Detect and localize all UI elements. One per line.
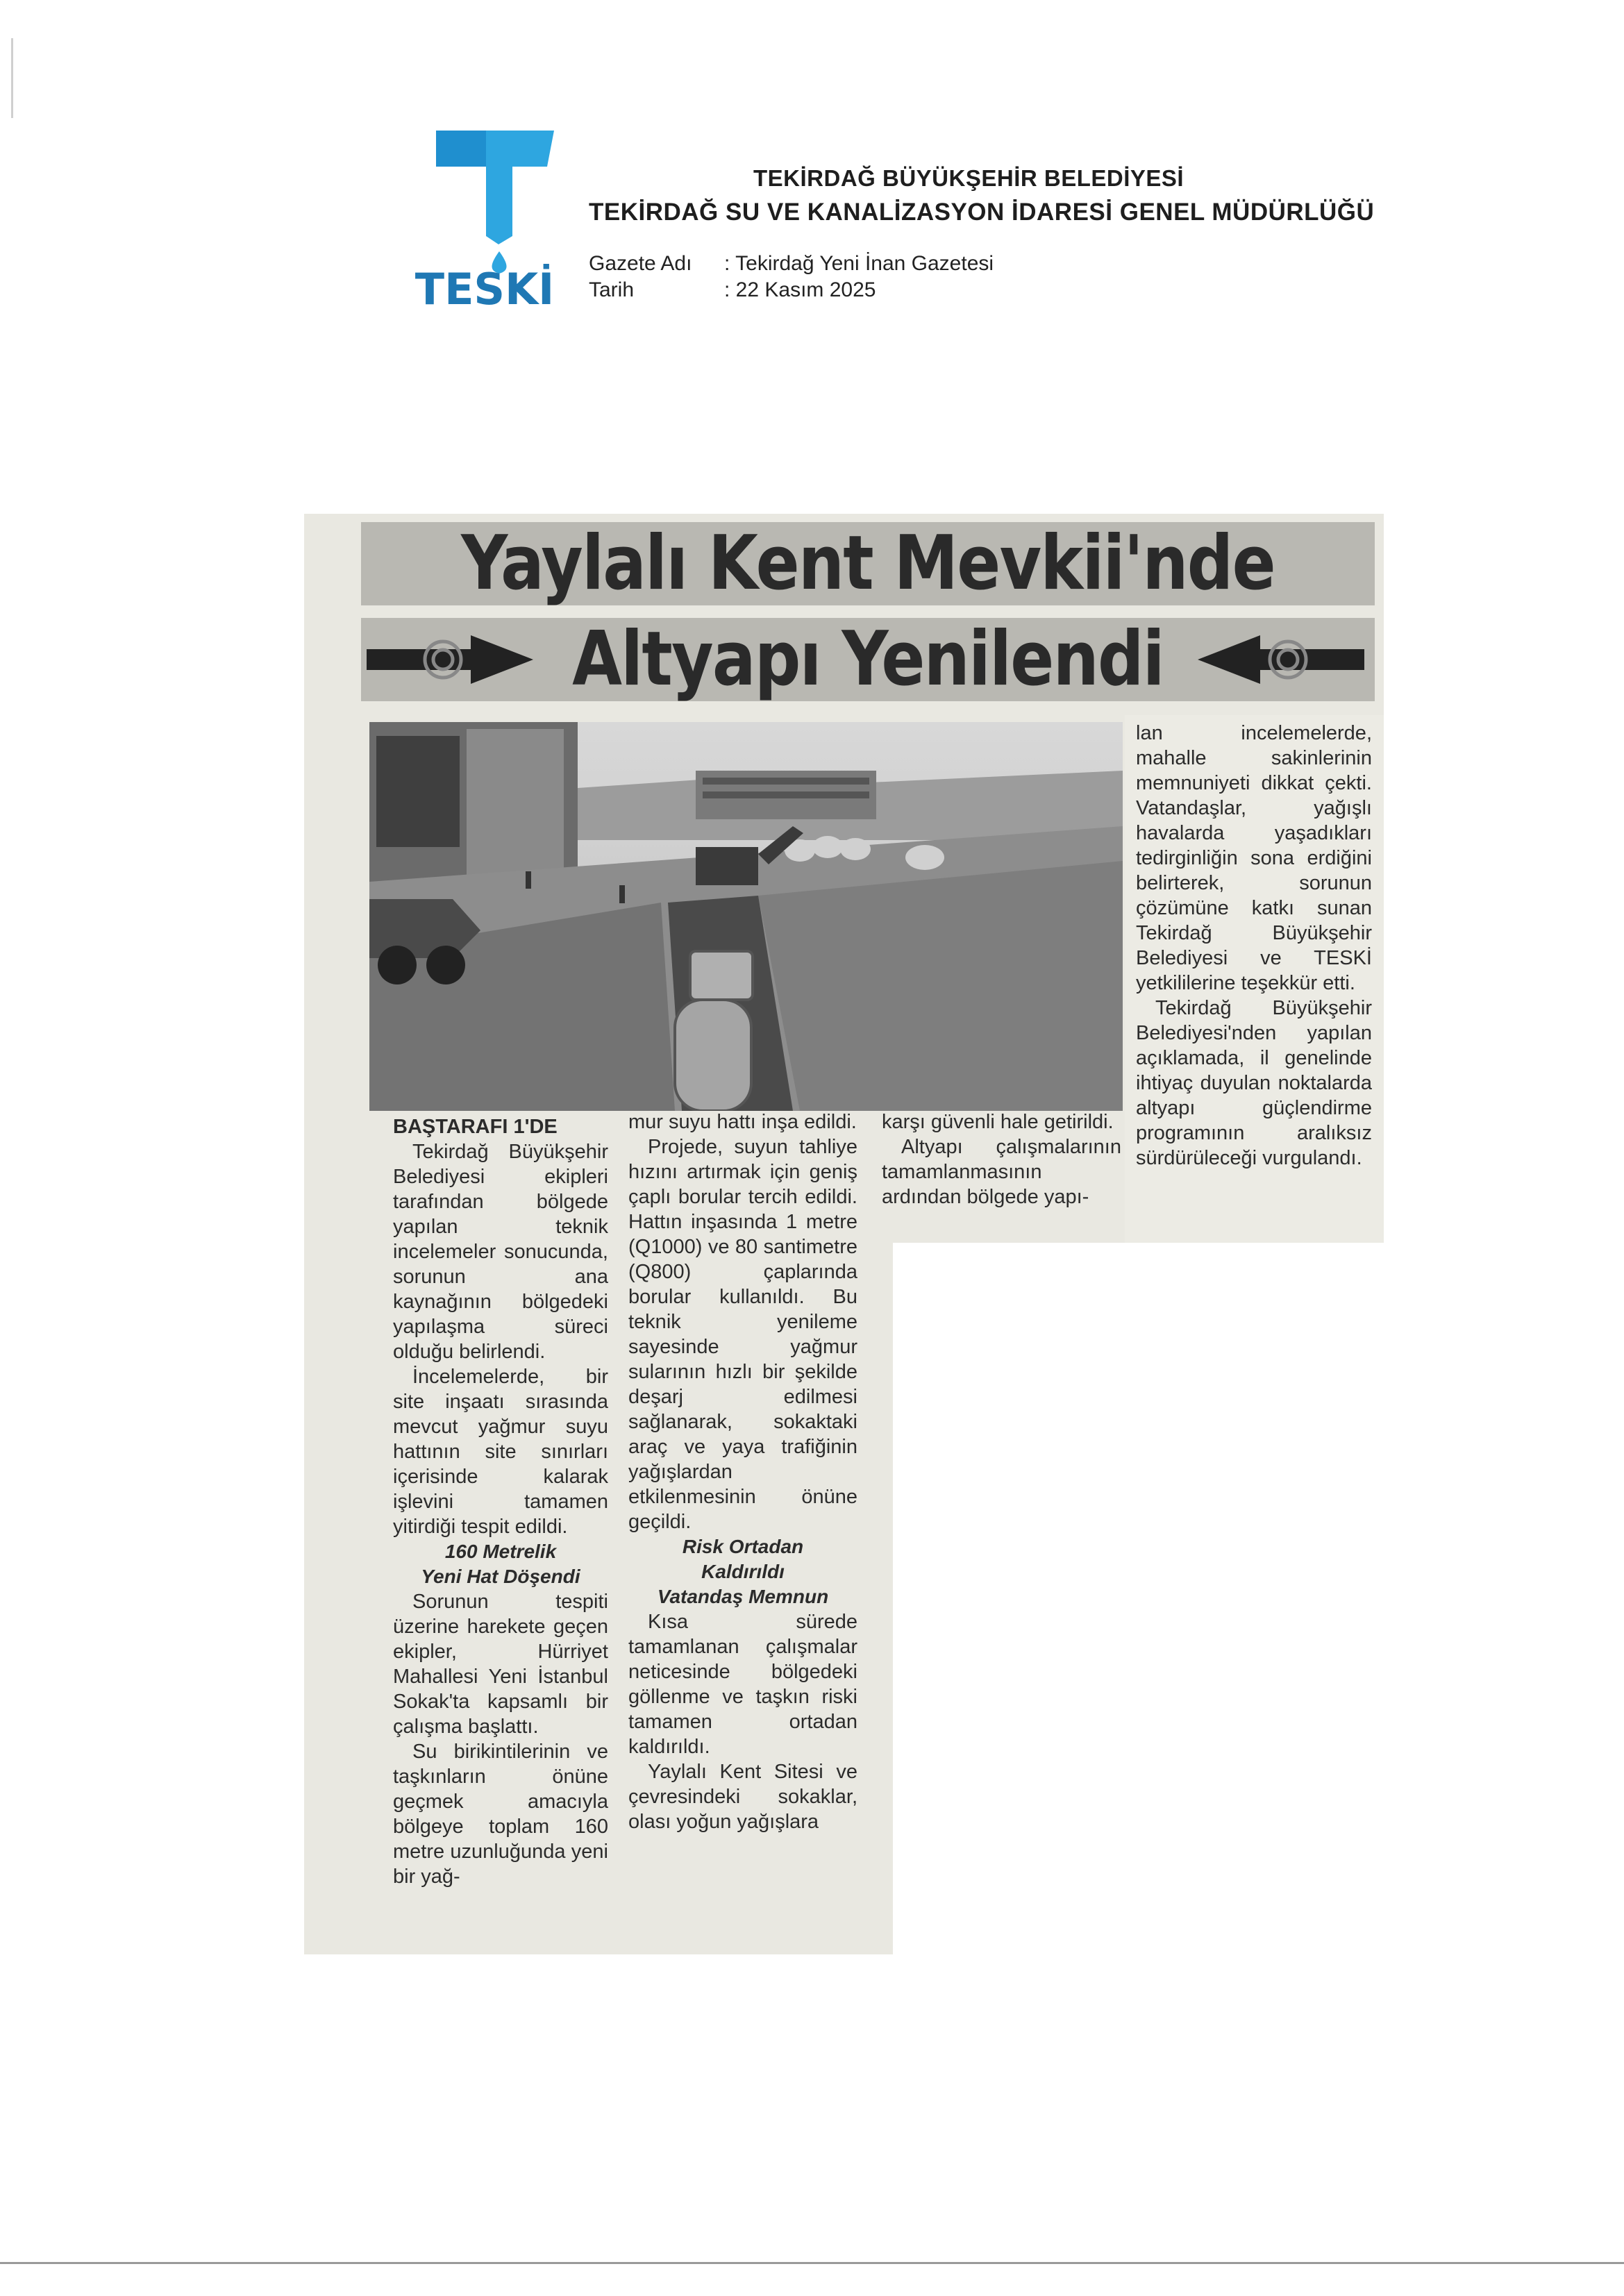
- article-column-4: [1136, 721, 1372, 1171]
- organization-name-line2: TEKİRDAĞ SU VE KANALİZASYON İDARESİ GENEL MÜDÜRLÜĞÜ: [589, 199, 1375, 226]
- article-column-3: [882, 1109, 1121, 1209]
- date-value: : 22 Kasım 2025: [724, 278, 876, 301]
- subheading: Risk Ortadan: [682, 1536, 804, 1557]
- scan-edge-mark: [11, 38, 13, 118]
- scan-bottom-line: [0, 2262, 1624, 2264]
- newspaper-value: : Tekirdağ Yeni İnan Gazetesi: [724, 252, 994, 275]
- subheading: Yeni Hat Döşendi: [421, 1566, 580, 1587]
- paragraph: Sorunun tespiti üzerine harekete geçen ekipler, Hürriyet Mahallesi Yeni İstanbul Sokak'ta kapsamlı bir çalışma başlattı.: [393, 1591, 608, 1738]
- headline-line1: Yaylalı Kent Mevkii'nde: [461, 520, 1275, 607]
- paragraph: Kısa sürede tamamlanan çalışmalar neticesinde bölgedeki göllenme ve taşkın riski tamamen ortadan kaldırıldı.: [628, 1611, 857, 1758]
- subheading: Kaldırıldı: [701, 1561, 785, 1582]
- svg-text:TESKİ: TESKİ: [415, 264, 555, 312]
- continued-kicker: BAŞTARAFI 1'DE: [393, 1116, 558, 1138]
- article-column-2: [628, 1109, 857, 1834]
- article-photo: [369, 722, 1123, 1111]
- teski-logo: [408, 125, 561, 312]
- organization-name-line1: TEKİRDAĞ BÜYÜKŞEHİR BELEDİYESİ: [753, 165, 1184, 191]
- paragraph: Tekirdağ Büyükşehir Belediyesi ekipleri tarafından bölgede yapılan teknik incelemeler sonucunda, sorunun ana kaynağının bölgedeki yapılaşma süreci olduğu belirlendi.: [393, 1141, 608, 1363]
- date-label: Tarih: [589, 278, 635, 301]
- paragraph: Yaylalı Kent Sitesi ve çevresindeki sokaklar, olası yoğun yağışlara: [628, 1761, 857, 1833]
- article-column-1: [393, 1114, 608, 1889]
- paragraph: Tekirdağ Büyükşehir Belediyesi'nden yapılan açıklamada, il genelinde ihtiyaç duyulan noktalarda altyapı güçlendirme programının aralıksız sürdürüleceği vurgulandı.: [1136, 997, 1372, 1169]
- paragraph: Altyapı çalışmalarının tamamlanmasının ardından bölgede yapı-: [882, 1136, 1121, 1208]
- subheading: 160 Metrelik: [444, 1541, 557, 1562]
- paragraph: mur suyu hattı inşa edildi.: [628, 1111, 857, 1133]
- headline-line2: Altyapı Yenilendi: [572, 616, 1164, 703]
- newspaper-label: Gazete Adı: [589, 252, 692, 275]
- paragraph: İncelemelerde, bir site inşaatı sırasında mevcut yağmur suyu hattının site sınırları içerisinde kalarak işlevini tamamen yitirdiği tespit edildi.: [393, 1366, 608, 1538]
- paragraph: karşı güvenli hale getirildi.: [882, 1111, 1114, 1133]
- paragraph: Projede, suyun tahliye hızını artırmak için geniş çaplı borular tercih edildi. Hattın inşasında 1 metre (Q1000) ve 80 santimetre (Q800) çaplarında borular kullanıldı. Bu teknik yenileme sayesinde yağmur sularının hızlı bir şekilde deşarj edilmesi sağlanarak, sokaktaki araç ve yaya trafiğinin yağışlardan etkilenmesinin önüne geçildi.: [628, 1136, 857, 1533]
- subheading: Vatandaş Memnun: [657, 1586, 829, 1607]
- paragraph: Su birikintilerinin ve taşkınların önüne geçmek amacıyla bölgeye toplam 160 metre uzunluğunda yeni bir yağ-: [393, 1741, 608, 1888]
- paragraph: lan incelemelerde, mahalle sakinlerinin memnuniyeti dikkat çekti. Vatandaşlar, yağışlı havalarda yaşadıkları tedirginliğin sona erdiğini belirterek, sorunun çözümüne katkı sunan Tekirdağ Büyükşehir Belediyesi ve TESKİ yetkililerine teşekkür etti.: [1136, 722, 1372, 994]
